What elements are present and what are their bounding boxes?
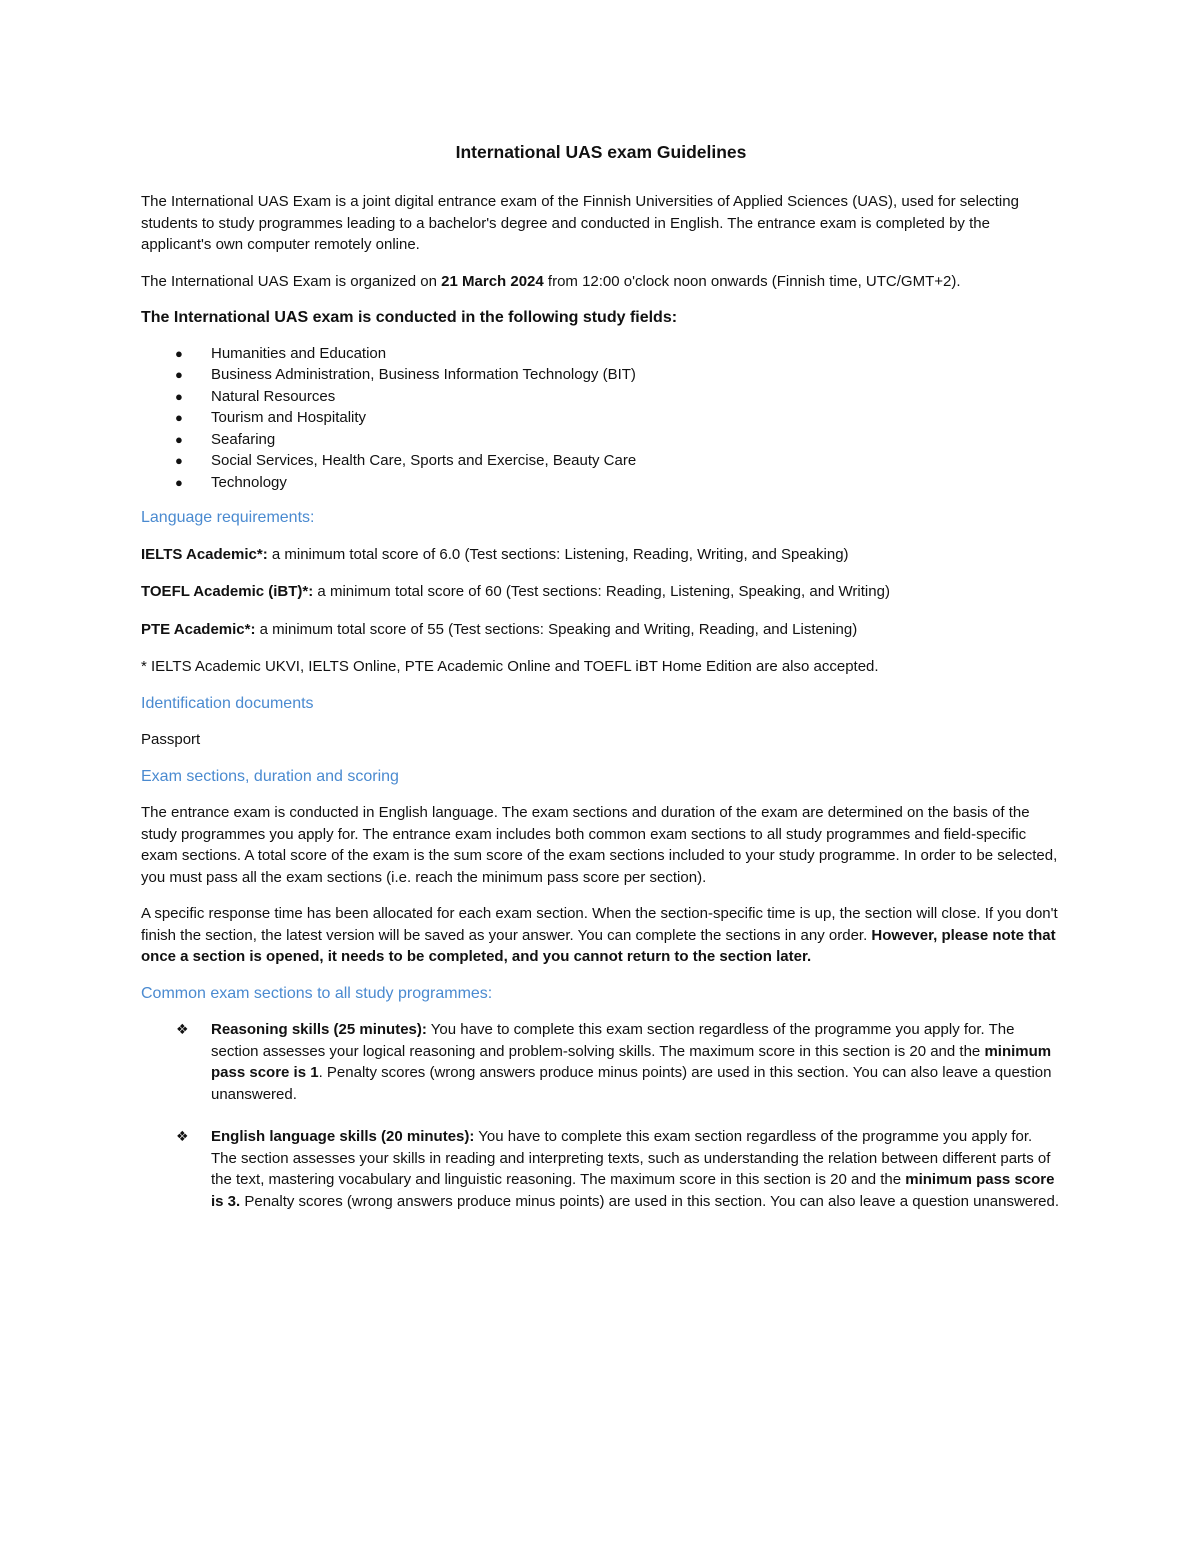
- bullet-icon: ●: [175, 474, 183, 490]
- study-fields-heading: The International UAS exam is conducted in the following study fields:: [141, 309, 678, 326]
- exam-sections-paragraph-1: The entrance exam is conducted in English language. The exam sections and duration of the exam are determined on the basis of the study programmes you apply for. The entrance exam includes both common exam sections to all study programmes and field-specific exam sections. A total score of the exam is the sum score of the exam sections included to your study programme. In order to be selected, you must pass all the exam sections (i.e. reach the minimum pass score per section).: [141, 804, 1058, 886]
- requirements-footnote: * IELTS Academic UKVI, IELTS Online, PTE Academic Online and TOEFL iBT Home Edition are also accepted.: [141, 658, 879, 675]
- common-sections-heading: Common exam sections to all study programmes:: [141, 984, 493, 1002]
- requirement-pte: PTE Academic*: a minimum total score of 55 (Test sections: Speaking and Writing, Reading, and Listening): [141, 620, 858, 638]
- exam-date-post: from 12:00 o'clock noon onwards (Finnish time, UTC/GMT+2).: [543, 272, 961, 290]
- exam-date-pre: The International UAS Exam is organized on: [141, 272, 442, 290]
- bullet-icon: ●: [175, 388, 183, 404]
- language-requirements-heading: Language requirements:: [141, 509, 315, 526]
- exam-date: 21 March 2024: [441, 272, 544, 290]
- document-page: [141, 140, 1061, 1233]
- list-item: ● Seafaring: [141, 429, 1061, 451]
- bullet-icon: ●: [175, 453, 183, 468]
- exam-sections-paragraph-2: A specific response time has been allocated for each exam section. When the section-specific time is up, the section will close. If you don't finish the section, the latest version will be saved as your answer. You can complete the sections in any order. However, please note that once a section is opened, it needs to be completed, and you cannot return to the section later.: [141, 905, 1058, 965]
- exam-sections-heading: Exam sections, duration and scoring: [141, 767, 399, 785]
- list-item: ● Business Administration, Business Information Technology (BIT): [141, 364, 1061, 386]
- requirement-ielts: IELTS Academic*: a minimum total score of 6.0 (Test sections: Listening, Reading, Writing, and Speaking): [141, 545, 849, 563]
- list-item: ❖ English language skills (20 minutes): You have to complete this exam section regardless of the programme you apply for. The section assesses your skills in reading and interpreting texts, such as understanding the relation between different parts of the text, mastering vocabulary and linguistic reasoning. The maximum score in this section is 20 and the minimum pass score is 3. Penalty scores (wrong answers produce minus points) are used in this section. You can also leave a question unanswered.: [176, 1128, 1059, 1210]
- exam-date-paragraph: [141, 271, 1061, 293]
- common-sections-list: [141, 1019, 1061, 1212]
- page-title: International UAS exam Guidelines: [455, 142, 747, 162]
- list-item: ● Humanities and Education: [141, 343, 1061, 365]
- study-fields-list: [141, 343, 1061, 494]
- bullet-icon: ●: [175, 410, 183, 425]
- diamond-bullet-icon: ❖: [176, 1021, 189, 1037]
- identification-heading: Identification documents: [141, 694, 314, 712]
- list-item: ● Technology: [141, 472, 1061, 494]
- diamond-bullet-icon: ❖: [176, 1128, 189, 1144]
- bullet-icon: ●: [175, 345, 183, 361]
- requirement-toefl: TOEFL Academic (iBT)*: a minimum total score of 60 (Test sections: Reading, Listening, Speaking, and Writing): [141, 583, 890, 600]
- bullet-icon: ●: [175, 431, 183, 447]
- list-item: ● Social Services, Health Care, Sports and Exercise, Beauty Care: [141, 450, 1061, 472]
- list-item: ❖ Reasoning skills (25 minutes): You have to complete this exam section regardless of the programme you apply for. The section assesses your logical reasoning and problem-solving skills. The maximum score in this section is 20 and the minimum pass score is 1. Penalty scores (wrong answers produce minus points) are used in this section. You can also leave a question unanswered.: [176, 1021, 1052, 1103]
- bullet-icon: ●: [175, 367, 183, 382]
- list-item: ● Natural Resources: [141, 386, 1061, 408]
- return-warning: However, please note that once a section is opened, it needs to be completed, and you cannot return to the section later.: [141, 926, 1056, 965]
- intro-paragraph: The International UAS Exam is a joint digital entrance exam of the Finnish Universities of Applied Sciences (UAS), used for selecting students to study programmes leading to a bachelor's degree and conducted in English. The entrance exam is completed by the applicant's own computer remotely online.: [141, 193, 1019, 253]
- list-item: ● Tourism and Hospitality: [141, 407, 1061, 429]
- identification-text: Passport: [141, 731, 201, 748]
